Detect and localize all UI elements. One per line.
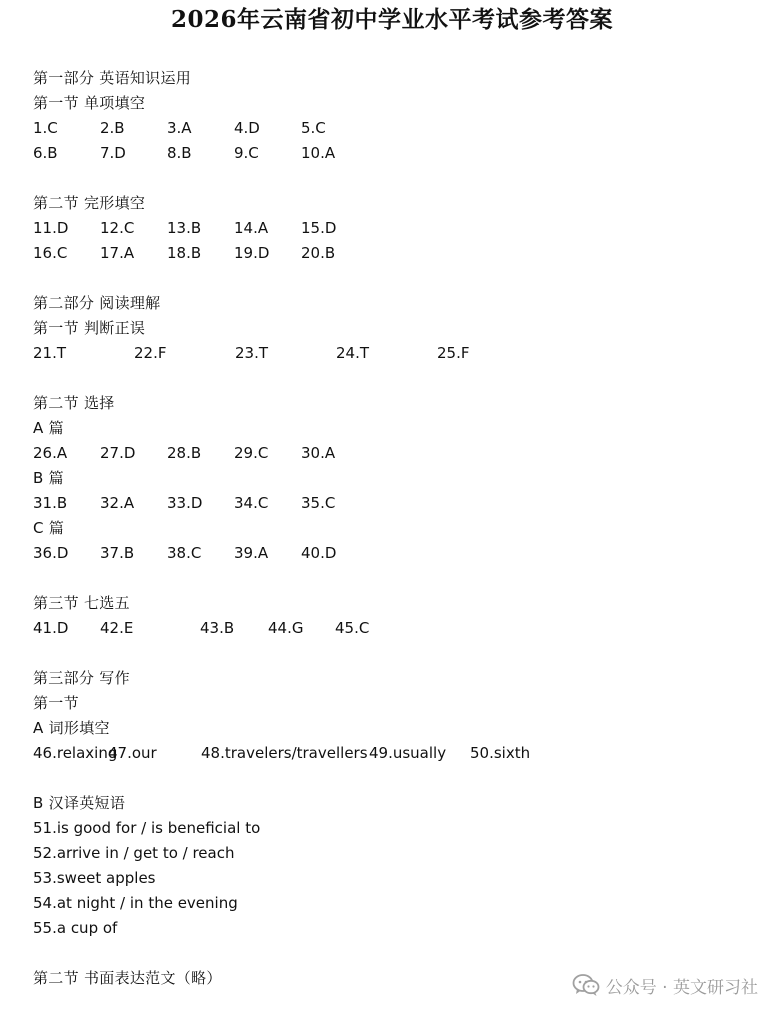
part3-heading: 第三部分 写作 [33, 669, 130, 687]
answer-item: 26.A [33, 444, 68, 462]
answer-row [33, 341, 773, 366]
answer-item: 27.D [100, 444, 136, 462]
answer-row [33, 491, 773, 516]
answer-item: 14.A [234, 219, 269, 237]
answer-item: 34.C [234, 494, 269, 512]
answer-item: 22.F [134, 344, 167, 362]
wechat-icon [572, 973, 600, 997]
part2-heading: 第二部分 阅读理解 [33, 294, 161, 312]
answer-item: 15.D [301, 219, 337, 237]
answer-item: 10.A [301, 144, 336, 162]
list-item: 51.is good for / is beneficial to [33, 819, 261, 837]
part1-section2-heading: 第二节 完形填空 [33, 194, 146, 212]
answer-item: 36.D [33, 544, 69, 562]
answer-item: 29.C [234, 444, 269, 462]
list-item: 54.at night / in the evening [33, 894, 238, 912]
passage-a-label: A 篇 [33, 419, 64, 437]
answer-item: 9.C [234, 144, 259, 162]
answer-item: 33.D [167, 494, 203, 512]
translation-label: B 汉译英短语 [33, 794, 126, 812]
answer-row [33, 141, 773, 166]
word-form-label: A 词形填空 [33, 719, 110, 737]
answer-row [33, 116, 773, 141]
answer-item: 7.D [100, 144, 126, 162]
answer-item: 3.A [167, 119, 192, 137]
answer-item: 23.T [235, 344, 269, 362]
part1-heading: 第一部分 英语知识运用 [33, 69, 192, 87]
answer-item: 19.D [234, 244, 270, 262]
passage-c-label: C 篇 [33, 519, 65, 537]
answer-item: 11.D [33, 219, 69, 237]
answer-item: 40.D [301, 544, 337, 562]
answer-item: 43.B [200, 619, 235, 637]
answer-item: 6.B [33, 144, 58, 162]
answer-item: 30.A [301, 444, 336, 462]
answer-item: 39.A [234, 544, 269, 562]
answer-item: 42.E [100, 619, 134, 637]
answer-item: 37.B [100, 544, 135, 562]
answer-item: 44.G [268, 619, 304, 637]
answer-item: 12.C [100, 219, 135, 237]
answer-item: 25.F [437, 344, 470, 362]
answer-item: 13.B [167, 219, 202, 237]
part3-section2-heading: 第二节 书面表达范文（略） [33, 969, 222, 987]
list-item: 53.sweet apples [33, 869, 156, 887]
answer-item: 49.usually [369, 744, 447, 762]
answer-row [33, 241, 773, 266]
answer-item: 2.B [100, 119, 125, 137]
answer-row [33, 441, 773, 466]
answer-item: 47.our [108, 744, 157, 762]
answer-row [33, 541, 773, 566]
answer-item: 24.T [336, 344, 370, 362]
part2-section1-heading: 第一节 判断正误 [33, 319, 146, 337]
answer-item: 35.C [301, 494, 336, 512]
answer-item: 45.C [335, 619, 370, 637]
answer-item: 20.B [301, 244, 336, 262]
answer-row [33, 616, 773, 641]
answer-key [33, 66, 773, 991]
answer-item: 17.A [100, 244, 135, 262]
page-title: 2026年云南省初中学业水平考试参考答案 [170, 6, 613, 33]
watermark-text: 公众号 · 英文研习社 [605, 977, 758, 998]
answer-item: 48.travelers/travellers [201, 744, 368, 762]
answer-item: 32.A [100, 494, 135, 512]
answer-row [33, 741, 773, 766]
part3-section1-heading: 第一节 [33, 694, 79, 712]
answer-item: 31.B [33, 494, 68, 512]
part2-section2-heading: 第二节 选择 [33, 394, 115, 412]
watermark [572, 970, 758, 1000]
answer-item: 41.D [33, 619, 69, 637]
answer-item: 21.T [33, 344, 67, 362]
answer-item: 8.B [167, 144, 192, 162]
answer-item: 4.D [234, 119, 260, 137]
answer-item: 16.C [33, 244, 68, 262]
answer-row [33, 216, 773, 241]
list-item: 52.arrive in / get to / reach [33, 844, 235, 862]
answer-item: 38.C [167, 544, 202, 562]
answer-item: 28.B [167, 444, 202, 462]
answer-item: 50.sixth [470, 744, 531, 762]
answer-item: 18.B [167, 244, 202, 262]
answer-item: 1.C [33, 119, 58, 137]
list-item: 55.a cup of [33, 919, 118, 937]
answer-item: 5.C [301, 119, 326, 137]
passage-b-label: B 篇 [33, 469, 64, 487]
answer-item: 46.relaxing [33, 744, 118, 762]
part2-section3-heading: 第三节 七选五 [33, 594, 130, 612]
part1-section1-heading: 第一节 单项填空 [33, 94, 146, 112]
